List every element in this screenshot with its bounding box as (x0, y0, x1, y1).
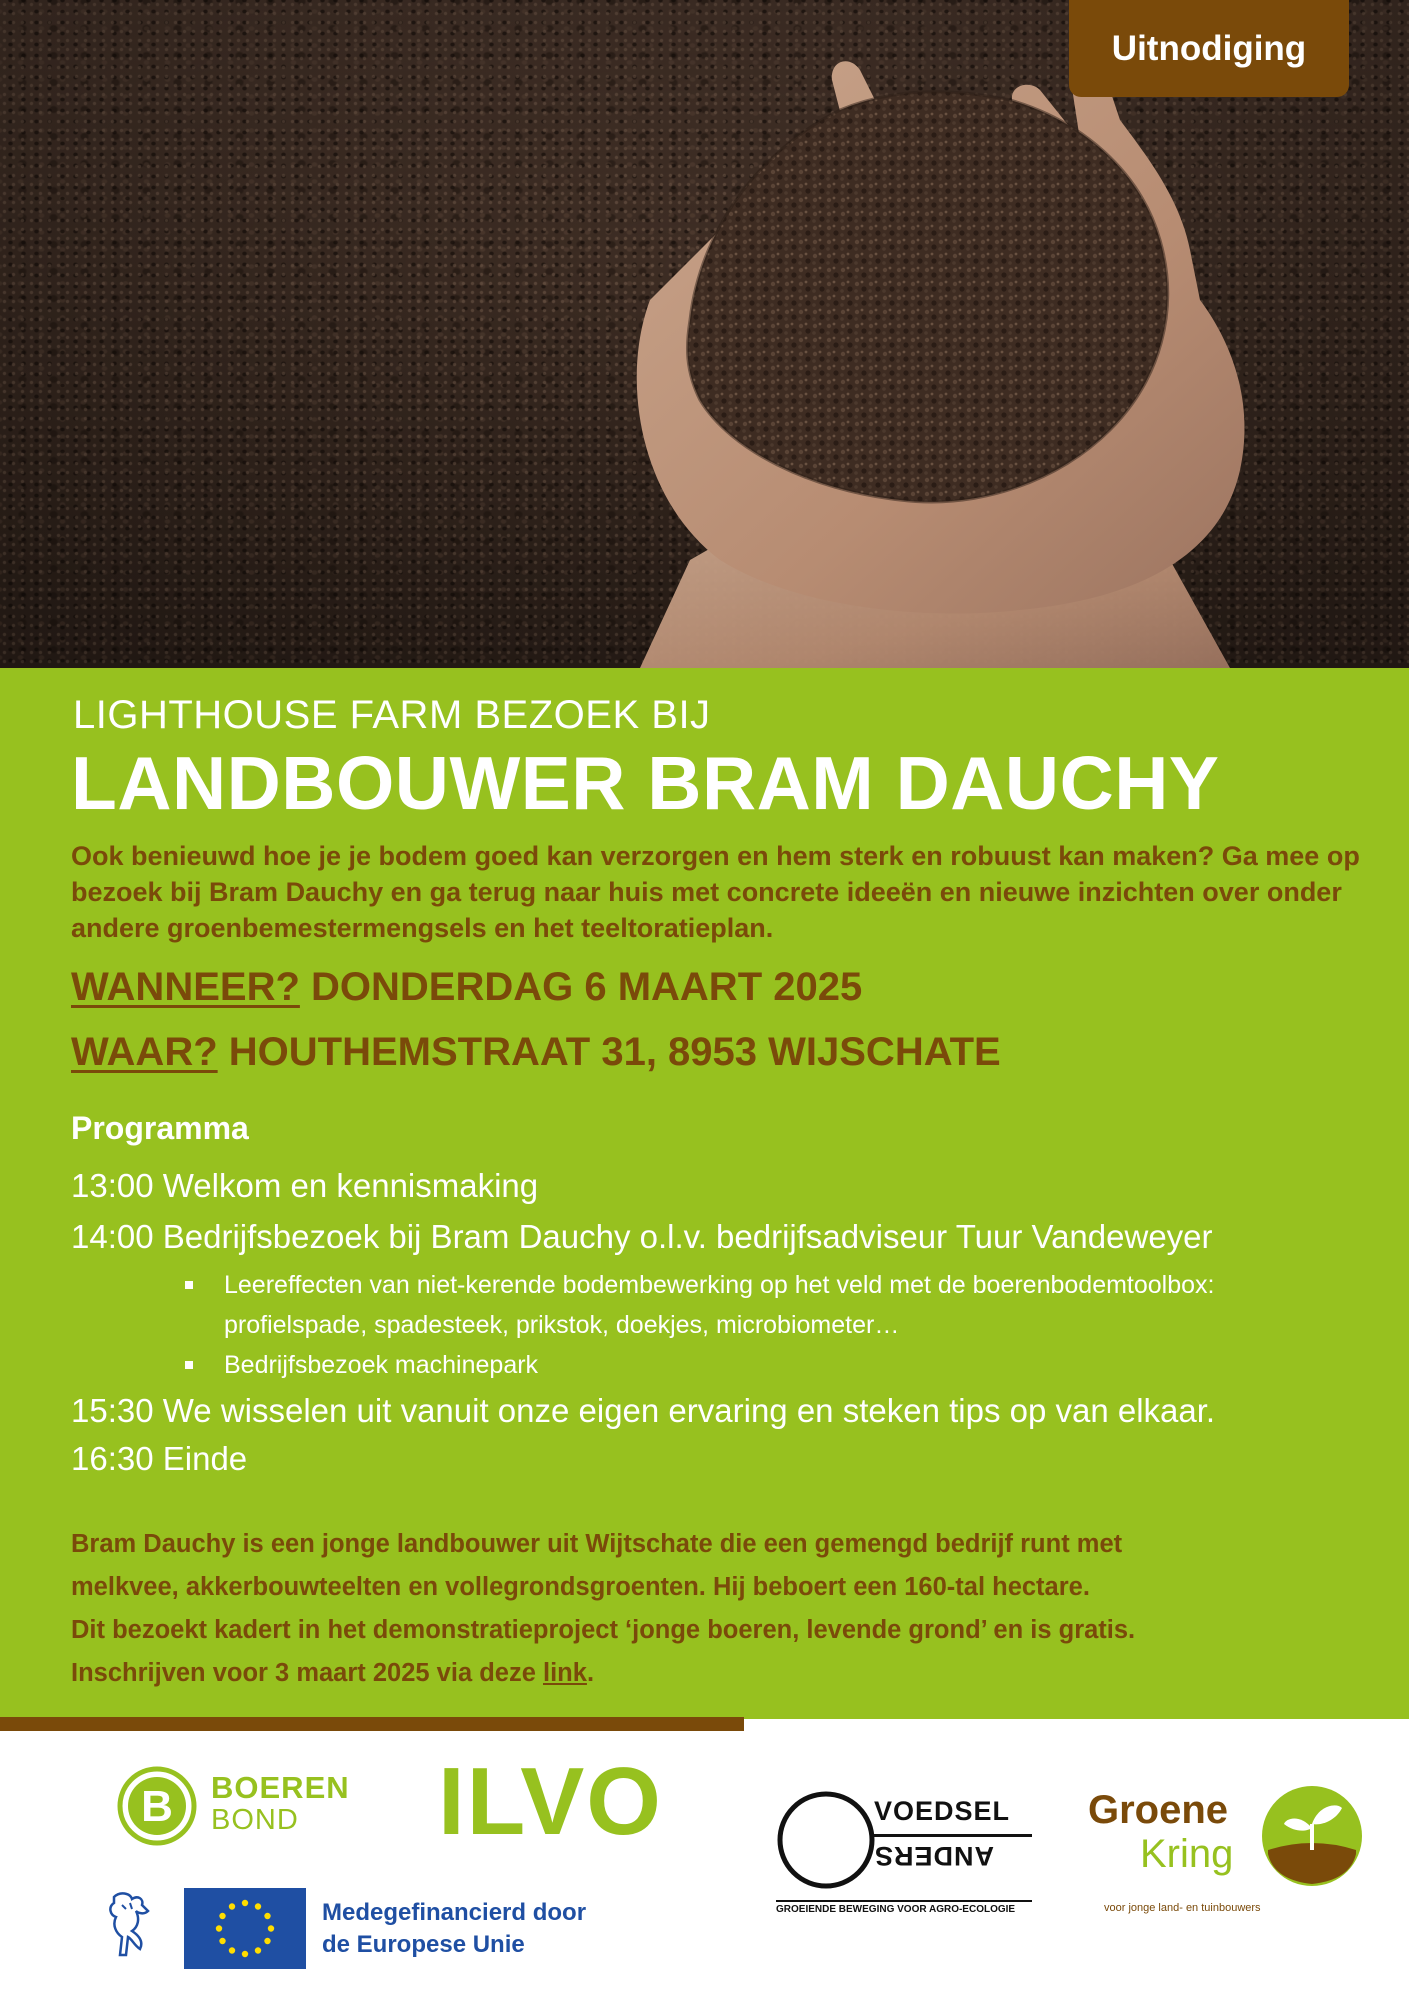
program-item-visit: 14:00 Bedrijfsbezoek bij Bram Dauchy o.l.v. bedrijfsadviseur Tuur Vandeweyer (71, 1218, 1213, 1255)
hands-holding-soil-illustration (0, 0, 1409, 668)
footer-divider (0, 1717, 744, 1731)
groene-tagline: voor jonge land- en tuinbouwers (1104, 1902, 1261, 1914)
program-subitem: Bedrijfsbezoek machinepark (180, 1345, 1310, 1385)
boerenbond-name-top: BOEREN (211, 1770, 350, 1805)
kring-name: Kring (1140, 1832, 1234, 1876)
lion-icon (104, 1889, 160, 1963)
flemish-government-logo (104, 1889, 160, 1963)
voedsel-name: VOEDSEL (874, 1796, 1011, 1826)
program-item-exchange: 15:30 We wisselen uit vanuit onze eigen ervaring en steken tips op van elkaar. (71, 1392, 1216, 1429)
about-line: melkvee, akkerbouwteelten en vollegrondsgroenten. Hij beboert een 160-tal hectare. (71, 1573, 1090, 1601)
voedsel-anders-logo (776, 1790, 1036, 1920)
groene-name: Groene (1088, 1788, 1229, 1832)
register-suffix: . (586, 1659, 595, 1687)
boerenbond-mark-icon (117, 1766, 197, 1846)
groene-kring-logo (1086, 1788, 1366, 1918)
ilvo-logo: ILVO (438, 1748, 663, 1855)
program-item-end: 16:30 Einde (71, 1440, 248, 1477)
where-line (71, 1030, 1001, 1075)
voedsel-tagline: GROEIENDE BEWEGING VOOR AGRO-ECOLOGIE (776, 1904, 1016, 1915)
eu-flag (184, 1888, 306, 1969)
voedsel-divider (874, 1834, 1032, 1837)
about-line (71, 1652, 1371, 1695)
when-label: WANNEER? (71, 965, 300, 1009)
hero-image (0, 0, 1409, 668)
boerenbond-name-bottom: BOND (211, 1804, 299, 1836)
eu-text-line: Medegefinancierd door (322, 1899, 587, 1926)
event-subtitle: LIGHTHOUSE FARM BEZOEK BIJ (73, 693, 711, 737)
intro-text: Ook benieuwd hoe je je bodem goed kan verzorgen en hem sterk en robuust kan maken? Ga mee op bezoek bij Bram Dauchy en ga terug naar huis met concrete ideeën en nieuwe inzichten over onder andere groenbemestermengsels en het teeltoratieplan. (71, 841, 1360, 943)
program-item-welcome: 13:00 Welkom en kennismaking (71, 1167, 539, 1204)
event-title: LANDBOUWER BRAM DAUCHY (71, 741, 1220, 825)
register-link[interactable]: link (543, 1659, 587, 1687)
about-line: Bram Dauchy is een jonge landbouwer uit Wijtschate die een gemengd bedrijf runt met (71, 1530, 1123, 1558)
voedsel-anders-circle-icon (776, 1790, 876, 1890)
program-subitem: Leereffecten van niet-kerende bodembewerking op het veld met de boerenbodemtoolbox: profielspade, spadesteek, prikstok, doekjes, microbiometer… (180, 1265, 1310, 1345)
about-line: Dit bezoekt kadert in het demonstratieproject ‘jonge boeren, levende grond’ en is gratis. (71, 1616, 1136, 1644)
anders-name-flipped: ANDERS (874, 1841, 995, 1871)
boerenbond-logo (117, 1766, 357, 1842)
eu-stars-icon (184, 1888, 306, 1969)
where-value: HOUTHEMSTRAAT 31, 8953 WIJSCHATE (228, 1030, 1001, 1074)
sprout-icon (1260, 1784, 1364, 1888)
where-label: WAAR? (71, 1030, 218, 1074)
invitation-badge: Uitnodiging (1069, 0, 1349, 97)
program-title: Programma (71, 1110, 249, 1146)
program-subitems (180, 1265, 1310, 1385)
boerenbond-mark-letter: B (141, 1782, 173, 1831)
when-value: DONDERDAG 6 MAART 2025 (311, 965, 863, 1009)
about-text (71, 1523, 1371, 1695)
register-text: Inschrijven voor 3 maart 2025 via deze (71, 1659, 543, 1687)
eu-text-line: de Europese Unie (322, 1931, 525, 1958)
voedsel-tagline-rule (776, 1900, 1032, 1902)
when-line (71, 965, 862, 1010)
eu-cofunding-text (322, 1897, 586, 1961)
